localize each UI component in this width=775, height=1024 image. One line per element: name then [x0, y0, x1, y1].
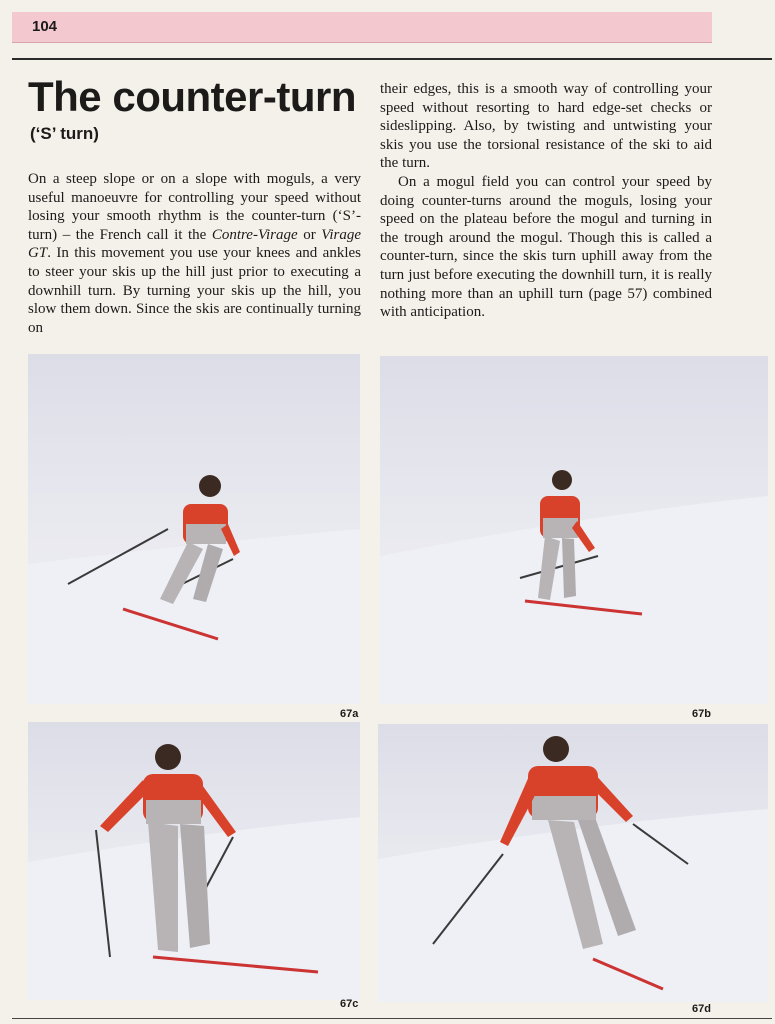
right-paragraph-2: On a mogul field you can control your speed by doing counter-turns around the moguls, losing your speed on the plateau before the mogul and turning in the trough around the mogul. Though this is called a counter-turn, since the skis turn uphill away from the turn just before executing the downhill turn, it is really nothing more than an uphill turn (page 57) combined with anticipation.	[380, 173, 712, 321]
caption-67d: 67d	[692, 1003, 711, 1015]
caption-67c: 67c	[340, 998, 359, 1010]
right-paragraph-1: their edges, this is a smooth way of controlling your speed without resorting to hard edge-set checks or sideslipping. Also, by twisting and untwisting your skis you use the torsional resistance of the ski to aid the turn.	[380, 81, 712, 172]
skier-illustration-67c	[28, 722, 360, 1000]
photo-67c	[28, 722, 360, 1000]
right-text-column	[380, 80, 712, 322]
skier-illustration-67d	[378, 724, 768, 1002]
page-header-band	[12, 12, 712, 43]
photo-67d	[378, 724, 768, 1002]
photo-67a	[28, 354, 360, 704]
or-word: or	[297, 226, 322, 243]
page-number: 104	[32, 18, 58, 35]
skier-illustration-67a	[28, 354, 360, 704]
article-subtitle: (‘S’ turn)	[30, 124, 99, 143]
term-contre-virage: Contre-Virage	[211, 226, 298, 243]
caption-67a: 67a	[340, 708, 359, 720]
left-paragraph-text-a: On a steep slope or on a slope with moguls, a very useful manoeuvre for controlling your speed without losing your smooth rhythm is the counter-turn (‘S’-turn) – the French call it the	[28, 171, 361, 243]
term-virage-gt: Virage GT	[28, 226, 361, 262]
photo-67b	[380, 356, 768, 704]
left-text-column	[28, 170, 361, 337]
footer-rule	[12, 1018, 772, 1019]
left-paragraph-text-b: . In this movement you use your knees and ankles to steer your skis up the hill just prior to executing a downhill turn. By turning your skis up the hill, you slow them down. Since the skis are continually turning on	[28, 245, 361, 336]
left-paragraph	[28, 170, 361, 337]
caption-67b: 67b	[692, 708, 711, 720]
skier-illustration-67b	[380, 356, 768, 704]
article-title: The counter-turn	[28, 73, 356, 120]
header-rule	[12, 58, 772, 60]
